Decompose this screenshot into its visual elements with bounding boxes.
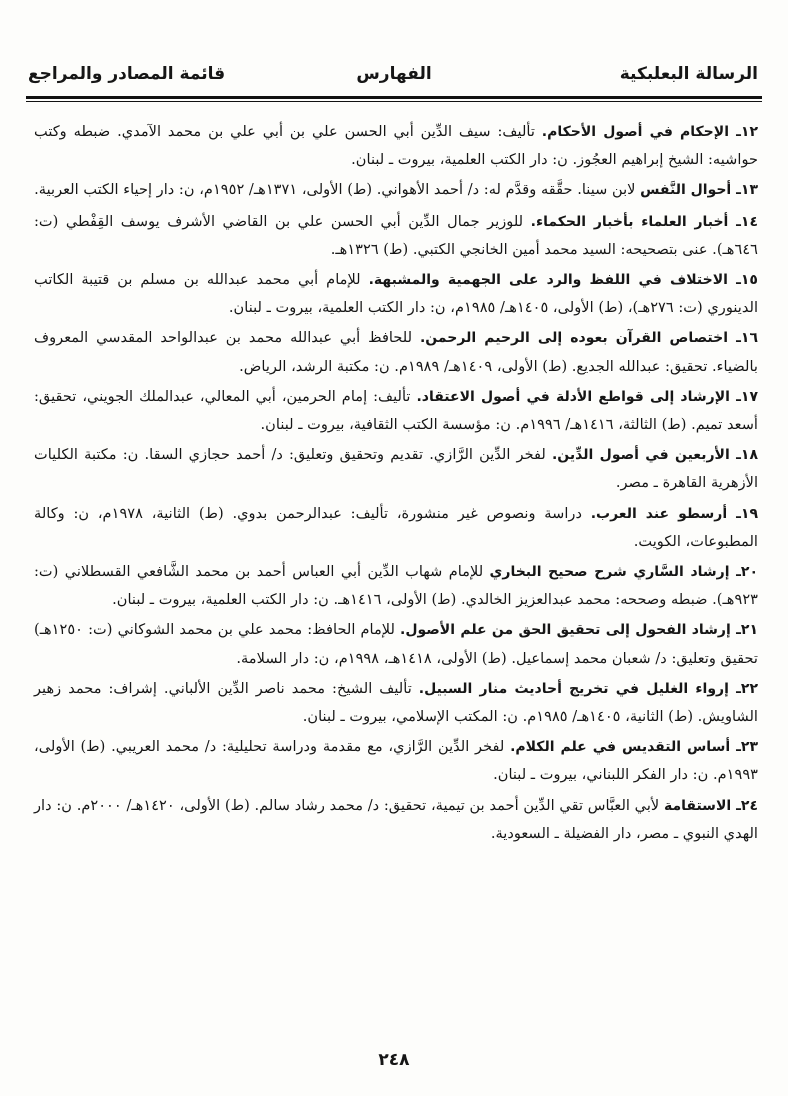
entry-details: تأليف: إمام الحرمين، أبي المعالي، عبدالملك الجويني، تحقيق: أسعد تميم. (ط) الثالثة، ١٤١٦هـ/ ١٩٩٦م. ن: مؤسسة الكتب الثقافية، بيروت ـ لبنان. — [34, 387, 758, 434]
entry-details: للوزير جمال الدِّين أبي الحسن علي بن القاضي الأشرف يوسف القِفْطي (ت: ٦٤٦هـ). عنى بتصحيحه: السيد محمد أمين الخانجي الكتبي. (ط) ١٣٢٦هـ. — [34, 212, 758, 258]
bibliography-entry — [34, 383, 758, 438]
entry-details: تأليف: سيف الدِّين أبي الحسن علي بن أبي علي بن محمد الآمدي. ضبطه وكتب حواشيه: الشيخ إبراهيم العجُوز. ن: دار الكتب العلمية، بيروت ـ لبنان. — [34, 123, 758, 169]
header-rule-thin — [26, 101, 762, 102]
entry-title: ١٧ـ الإرشاد إلى قواطع الأدلة في أصول الاعتقاد. — [416, 388, 759, 405]
entry-title: ٢٣ـ أساس التقديس في علم الكلام. — [510, 739, 758, 756]
header-rule-thick — [26, 96, 762, 99]
entry-details: دراسة ونصوص غير منشورة، تأليف: عبدالرحمن بدوي. (ط) الثانية، ١٩٧٨م، ن: وكالة المطبوعات، الكويت. — [34, 504, 758, 550]
header-book-title: الرسالة البعلبكية — [619, 64, 758, 84]
entry-title: ١٤ـ أخبار العلماء بأخبار الحكماء. — [530, 213, 758, 230]
entry-details: لابن سينا. حقَّقه وقدَّم له: د/ أحمد الأهواني. (ط) الأولى، ١٣٧١هـ/ ١٩٥٢م، ن: دار إحياء الكتب العربية. — [34, 181, 641, 199]
entry-title: ١٦ـ اختصاص القرآن بعوده إلى الرحيم الرحمن. — [419, 330, 758, 347]
entry-title: ٢١ـ إرشاد الفحول إلى تحقيق الحق من علم الأصول. — [400, 622, 758, 639]
bibliography-entry — [34, 675, 758, 730]
running-header — [26, 62, 762, 94]
entry-title: ١٩ـ أرسطو عند العرب. — [590, 505, 759, 522]
entry-details: للإمام أبي محمد عبدالله بن مسلم بن قتيبة الكاتب الدينوري (ت: ٢٧٦هـ)، (ط) الأولى، ١٤٠٥هـ/ ١٩٨٥م، ن: دار الكتب العلمية، بيروت ـ لبنان. — [34, 271, 758, 317]
bibliography-entry — [34, 792, 758, 847]
bibliography-entry — [34, 266, 758, 321]
entry-details: تأليف الشيخ: محمد ناصر الدِّين الألباني. إشراف: محمد زهير الشاويش. (ط) الثانية، ١٤٠٥هـ/ ١٩٨٥م. ن: المكتب الإسلامي، بيروت ـ لبنان. — [34, 679, 758, 726]
entry-details: للإمام الحافظ: محمد علي بن محمد الشوكاني (ت: ١٢٥٠هـ) تحقيق وتعليق: د/ شعبان محمد إسماعيل. (ط) الأولى، ١٤١٨هـ، ١٩٩٨م، ن: دار السلامة. — [34, 621, 758, 667]
entry-title: ٢٠ـ إرشاد السَّاري شرح صحيح البخاري — [489, 564, 758, 581]
entry-title: ٢٤ـ الاستقامة — [663, 797, 759, 814]
entry-details: لأبي العبَّاس تقي الدِّين أحمد بن تيمية، تحقيق: د/ محمد رشاد سالم. (ط) الأولى، ١٤٢٠هـ/ ٢٠٠٠م. ن: دار الهدي النبوي ـ مصر، دار الفضيلة ـ السعودية. — [34, 796, 758, 842]
entry-details: لفخر الدِّين الرَّازي، مع مقدمة ودراسة تحليلية: د/ محمد العريبي. (ط) الأولى، ١٩٩٣م. ن: دار الفكر اللبناني، بيروت ـ لبنان. — [34, 738, 758, 784]
bibliography-entry — [34, 616, 758, 671]
bibliography-entry — [34, 558, 758, 613]
bibliography-entry — [34, 733, 758, 788]
entry-title: ٢٢ـ إرواء الغليل في تخريج أحاديث منار السبيل. — [418, 680, 758, 697]
bibliography-entry — [34, 118, 758, 173]
entry-title: ١٥ـ الاختلاف في اللفظ والرد على الجهمية والمشبهة. — [368, 272, 758, 289]
entry-title: ١٣ـ أحوال النَّفس — [640, 182, 758, 199]
entry-details: للحافظ أبي عبدالله محمد بن عبدالواحد المقدسي المعروف بالضياء. تحقيق: عبدالله الجديع. (ط) الأولى، ١٤٠٩هـ/ ١٩٨٩م. ن: مكتبة الرشد، الرياض. — [34, 329, 758, 375]
page-number: ٢٤٨ — [378, 1050, 410, 1070]
bibliography-entry — [34, 500, 758, 555]
entry-title: ١٨ـ الأربعين في أصول الدِّين. — [551, 447, 758, 464]
entry-details: لفخر الدِّين الرَّازي. تقديم وتحقيق وتعليق: د/ أحمد حجازي السقا. ن: مكتبة الكليات الأزهرية القاهرة ـ مصر. — [34, 446, 758, 492]
bibliography-entry — [34, 324, 758, 379]
header-section-title: الفهارس — [356, 64, 432, 84]
bibliography-entry — [34, 208, 758, 263]
header-chapter-title: قائمة المصادر والمراجع — [28, 64, 226, 84]
bibliography-entry — [34, 441, 758, 496]
bibliography-list — [34, 118, 758, 850]
bibliography-entry — [34, 176, 758, 204]
entry-details: للإمام شهاب الدِّين أبي العباس أحمد بن محمد الشَّافعي القسطلاني (ت: ٩٢٣هـ). ضبطه وصححه: محمد عبدالعزيز الخالدي. (ط) الأولى، ١٤١٦هـ. ن: دار الكتب العلمية، بيروت ـ لبنان. — [34, 563, 758, 609]
entry-title: ١٢ـ الإحكام في أصول الأحكام. — [541, 124, 758, 140]
